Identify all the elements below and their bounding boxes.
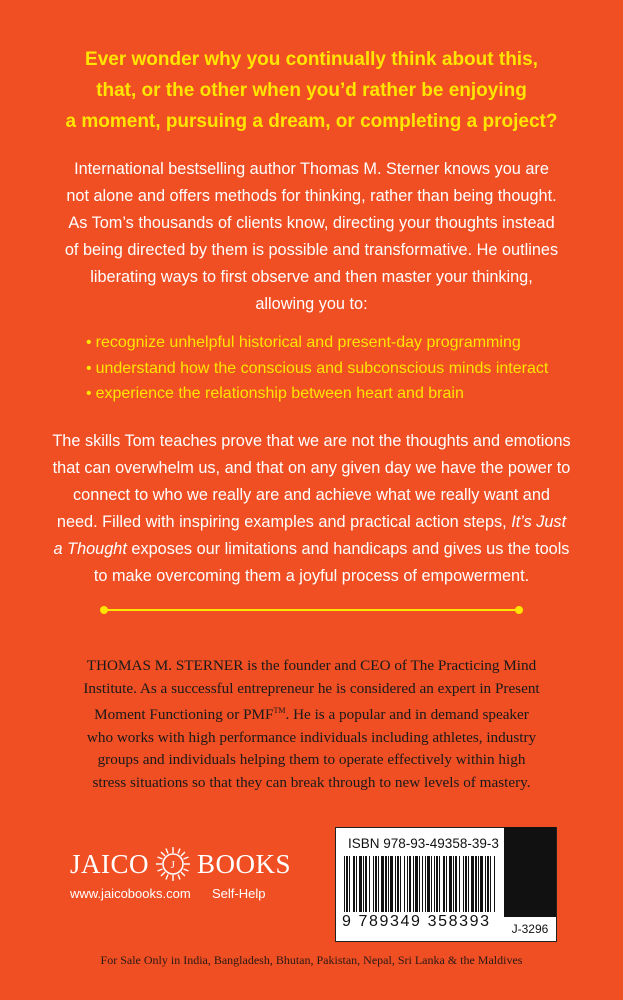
barcode-bar xyxy=(365,856,367,912)
tagline xyxy=(30,44,593,137)
barcode-bar xyxy=(490,856,491,912)
intro-line: International bestselling author Thomas M. Sterner knows you are xyxy=(74,160,549,178)
author-bio xyxy=(40,655,583,794)
publisher-name-left: JAICO xyxy=(70,848,150,879)
skills-line: connect to who we really are and achieve what we really want and xyxy=(73,486,550,504)
intro-line: liberating ways to first observe and then master your thinking, xyxy=(90,268,533,286)
bullet-list xyxy=(86,330,586,407)
bullet-item xyxy=(86,330,586,356)
divider xyxy=(100,605,523,615)
bullet-dot: • xyxy=(86,334,92,351)
sun-logo-icon xyxy=(155,846,191,882)
bullet-item xyxy=(86,381,586,407)
barcode-bar xyxy=(453,856,454,912)
barcode-bar xyxy=(404,856,405,912)
bio-line: Institute. As a successful entrepreneur he is considered an expert in Present xyxy=(83,679,540,697)
publisher-website: www.jaicobooks.com xyxy=(70,886,191,901)
intro-paragraph xyxy=(40,156,583,318)
barcode-bar xyxy=(385,856,387,912)
book-title-part: a Thought xyxy=(53,540,127,558)
sale-restriction: For Sale Only in India, Bangladesh, Bhutan, Pakistan, Nepal, Sri Lanka & the Maldives xyxy=(100,953,523,967)
divider-dot-left xyxy=(100,606,108,614)
barcode-bar xyxy=(356,856,357,912)
barcode-bar xyxy=(395,856,396,912)
skills-line xyxy=(30,509,593,536)
book-title-part: It’s Just xyxy=(511,513,567,531)
intro-line: allowing you to: xyxy=(255,295,368,313)
barcode-bar xyxy=(459,856,460,912)
trademark: TM xyxy=(273,706,286,715)
bio-text: Moment Functioning or PMF xyxy=(94,706,274,724)
bullet-text: recognize unhelpful historical and present-day programming xyxy=(95,334,521,351)
barcode-bar xyxy=(446,856,447,912)
barcode-bar xyxy=(413,856,414,912)
barcode-bar xyxy=(494,856,495,912)
barcode-bar xyxy=(359,856,362,912)
logo-letter: J xyxy=(170,859,176,871)
barcode-bar xyxy=(439,856,440,912)
skills-line: to make overcoming them a joyful process of empowerment. xyxy=(93,567,530,585)
intro-line: of being directed by them is possible and transformative. He outlines xyxy=(64,241,559,259)
barcode-bar xyxy=(415,856,418,912)
bullet-text: understand how the conscious and subconscious minds interact xyxy=(95,359,549,377)
barcode-bar xyxy=(475,856,477,912)
barcode-bar xyxy=(443,856,445,912)
barcode-bar xyxy=(434,856,435,912)
barcode-bar xyxy=(373,856,374,912)
barcode-bar xyxy=(463,856,464,912)
barcode-bar xyxy=(390,856,393,912)
bio-line: THOMAS M. STERNER is the founder and CEO of The Practicing Mind xyxy=(86,657,537,674)
barcode-bar xyxy=(425,856,426,912)
divider-dot-right xyxy=(515,606,523,614)
bio-line xyxy=(40,700,583,727)
barcode-bar xyxy=(431,856,432,912)
barcode-bar xyxy=(480,856,483,912)
publisher-name-right: BOOKS xyxy=(197,848,292,879)
divider-line xyxy=(105,609,518,611)
barcode-bar xyxy=(422,856,423,912)
bio-text: . He is a popular and in demand speaker xyxy=(285,706,529,724)
publisher-logo xyxy=(70,846,310,882)
barcode-bar xyxy=(468,856,469,912)
book-category: Self-Help xyxy=(212,886,266,901)
isbn-label: ISBN 978-93-49358-39-3 xyxy=(348,836,499,851)
bio-line: who works with high performance individuals including athletes, industry xyxy=(86,728,537,746)
product-code: J-3296 xyxy=(511,922,549,936)
skills-line: The skills Tom teaches prove that we are not the thoughts and emotions xyxy=(52,432,571,450)
skills-text: need. Filled with inspiring examples and practical action steps, xyxy=(56,513,512,531)
skills-line: that can overwhelm us, and that on any given day we have the power to xyxy=(52,459,571,477)
bio-line: stress situations so that they can break through to new levels of mastery. xyxy=(92,773,531,791)
barcode-bar xyxy=(353,856,355,912)
barcode-bar xyxy=(449,856,452,912)
barcode-digits: 9 789349 358393 xyxy=(342,913,491,930)
barcode-bar xyxy=(346,856,348,912)
intro-line: As Tom’s thousands of clients know, directing your thoughts instead xyxy=(68,214,555,232)
barcode-bar xyxy=(455,856,457,912)
barcode-bar xyxy=(471,856,474,912)
barcode-bar xyxy=(487,856,489,912)
barcode-bar xyxy=(436,856,438,912)
barcode-bar xyxy=(409,856,411,912)
barcode-bar xyxy=(427,856,430,912)
skills-paragraph xyxy=(30,428,593,590)
bullet-text: experience the relationship between heart and brain xyxy=(95,385,464,402)
barcode-bar xyxy=(375,856,377,912)
tagline-line: that, or the other when you’d rather be enjoying xyxy=(96,80,527,101)
skills-text: exposes our limitations and handicaps and gives us the tools xyxy=(126,540,570,558)
barcode-bar xyxy=(369,856,370,912)
barcode-bar xyxy=(378,856,379,912)
intro-line: not alone and offers methods for thinking, rather than being thought. xyxy=(66,187,557,205)
barcode-bar xyxy=(381,856,384,912)
barcode-bars xyxy=(342,856,500,912)
barcode-bar xyxy=(478,856,479,912)
barcode-bar xyxy=(400,856,401,912)
bullet-item xyxy=(86,356,586,382)
barcode-bar xyxy=(465,856,467,912)
publisher-block xyxy=(70,846,310,901)
bullet-dot: • xyxy=(86,359,92,377)
tagline-line: Ever wonder why you continually think about this, xyxy=(85,49,538,70)
barcode-bar xyxy=(344,856,345,912)
price-panel xyxy=(504,827,556,917)
barcode-bar xyxy=(397,856,399,912)
bio-line: groups and individuals helping them to operate effectively within high xyxy=(97,751,526,769)
skills-line xyxy=(30,536,593,563)
barcode-bar xyxy=(363,856,364,912)
barcode-bar xyxy=(407,856,408,912)
barcode-bar xyxy=(419,856,420,912)
publisher-details xyxy=(70,886,310,901)
bullet-dot: • xyxy=(86,385,92,402)
barcode-bar xyxy=(485,856,486,912)
tagline-line: a moment, pursuing a dream, or completing a project? xyxy=(65,111,558,132)
barcode-bar xyxy=(349,856,350,912)
barcode-bar xyxy=(388,856,389,912)
